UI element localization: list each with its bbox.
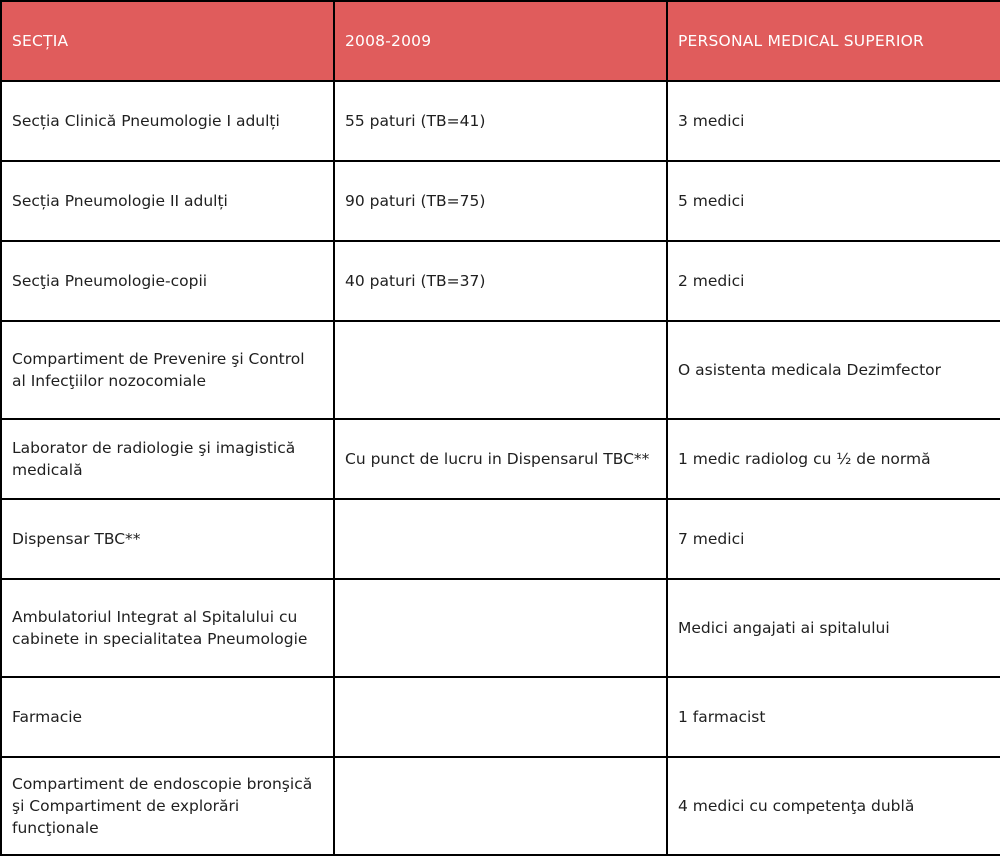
cell-sectia: Secţia Pneumologie-copii (1, 241, 334, 321)
cell-sectia: Ambulatoriul Integrat al Spitalului cu cabinete in specialitatea Pneumologie (1, 579, 334, 677)
cell-personal: 4 medici cu competenţa dublă (667, 757, 1000, 855)
cell-sectia: Secția Pneumologie II adulți (1, 161, 334, 241)
cell-period (334, 321, 667, 419)
header-period: 2008-2009 (334, 1, 667, 81)
cell-personal: 1 medic radiolog cu ½ de normă (667, 419, 1000, 499)
header-sectia: SECȚIA (1, 1, 334, 81)
table-row (1, 419, 1000, 499)
header-personal: PERSONAL MEDICAL SUPERIOR (667, 1, 1000, 81)
table-row (1, 161, 1000, 241)
cell-personal: 5 medici (667, 161, 1000, 241)
cell-period (334, 579, 667, 677)
cell-period (334, 677, 667, 757)
table-row (1, 321, 1000, 419)
cell-personal: O asistenta medicala Dezimfector (667, 321, 1000, 419)
cell-sectia: Compartiment de Prevenire şi Control al Infecţiilor nozocomiale (1, 321, 334, 419)
cell-personal: 7 medici (667, 499, 1000, 579)
table-row (1, 579, 1000, 677)
table-row (1, 81, 1000, 161)
table-row (1, 241, 1000, 321)
cell-sectia: Farmacie (1, 677, 334, 757)
cell-period: 90 paturi (TB=75) (334, 161, 667, 241)
cell-sectia: Laborator de radiologie şi imagistică medicală (1, 419, 334, 499)
cell-personal: 2 medici (667, 241, 1000, 321)
table-row (1, 499, 1000, 579)
cell-period: Cu punct de lucru in Dispensarul TBC** (334, 419, 667, 499)
cell-personal: 1 farmacist (667, 677, 1000, 757)
cell-period (334, 757, 667, 855)
cell-sectia: Compartiment de endoscopie bronşică şi Compartiment de explorări funcţionale (1, 757, 334, 855)
cell-period: 55 paturi (TB=41) (334, 81, 667, 161)
cell-sectia: Secția Clinică Pneumologie I adulți (1, 81, 334, 161)
table-row (1, 757, 1000, 855)
cell-sectia: Dispensar TBC** (1, 499, 334, 579)
cell-period (334, 499, 667, 579)
table-row (1, 677, 1000, 757)
cell-personal: 3 medici (667, 81, 1000, 161)
cell-period: 40 paturi (TB=37) (334, 241, 667, 321)
table-header-row (1, 1, 1000, 81)
cell-personal: Medici angajati ai spitalului (667, 579, 1000, 677)
